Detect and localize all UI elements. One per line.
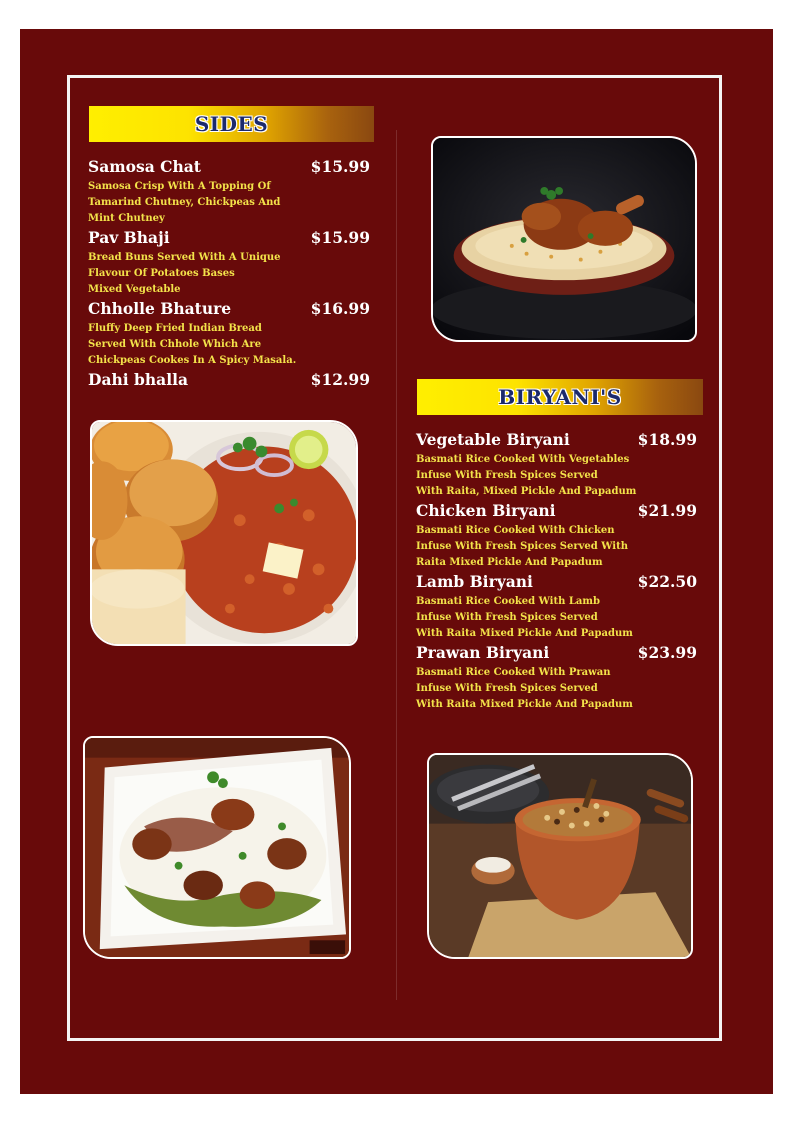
item-name: Vegetable Biryani [416, 430, 570, 449]
item-price: $15.99 [310, 157, 370, 176]
item-description-line: Flavour Of Potatoes Bases [88, 268, 235, 279]
item-price: $18.99 [637, 430, 697, 449]
biryanis-heading-banner [417, 379, 703, 415]
item-description-line: Basmati Rice Cooked With Prawan [416, 667, 611, 678]
item-description [416, 523, 628, 571]
pav-bhaji-photo [90, 420, 358, 646]
item-description-line: Mint Chutney [88, 213, 165, 224]
item-description-line: Infuse With Fresh Spices Served With [416, 541, 628, 552]
item-description-line: Tamarind Chutney, Chickpeas And [88, 197, 281, 208]
item-description-line: Samosa Crisp With A Topping Of [88, 181, 271, 192]
item-description-line: Served With Chhole Which Are [88, 339, 262, 350]
item-price: $22.50 [637, 572, 697, 591]
item-description-line: With Raita Mixed Pickle And Papadum [416, 628, 633, 639]
sides-menu [88, 157, 370, 392]
item-name: Lamb Biryani [416, 572, 533, 591]
item-name: Prawan Biryani [416, 643, 550, 662]
item-name: Pav Bhaji [88, 228, 170, 247]
item-description-line: Infuse With Fresh Spices Served [416, 470, 598, 481]
pot-biryani-photo [427, 753, 693, 959]
item-description-line: Bread Buns Served With A Unique [88, 252, 281, 263]
item-name: Samosa Chat [88, 157, 201, 176]
item-description [88, 179, 280, 227]
item-price: $12.99 [310, 370, 370, 389]
item-description-line: Mixed Vegetable [88, 284, 181, 295]
item-description-line: Basmati Rice Cooked With Chicken [416, 525, 615, 536]
sides-heading: SIDES [194, 112, 269, 136]
item-description-line: Infuse With Fresh Spices Served [416, 683, 598, 694]
item-name: Chholle Bhature [88, 299, 232, 318]
item-description-line: Infuse With Fresh Spices Served [416, 612, 598, 623]
item-description-line: With Raita, Mixed Pickle And Papadum [416, 486, 637, 497]
dahi-bhalla-photo [83, 736, 351, 959]
sides-heading-banner [89, 106, 374, 142]
item-description-line: Basmati Rice Cooked With Vegetables [416, 454, 630, 465]
item-price: $16.99 [310, 299, 370, 318]
item-name: Dahi bhalla [88, 370, 189, 389]
item-price: $15.99 [310, 228, 370, 247]
item-description [416, 594, 633, 642]
column-divider [396, 130, 397, 1000]
item-description-line: Basmati Rice Cooked With Lamb [416, 596, 600, 607]
item-name: Chicken Biryani [416, 501, 556, 520]
item-description-line: Chickpeas Cookes In A Spicy Masala. [88, 355, 297, 366]
item-description [416, 452, 636, 500]
item-description [88, 321, 296, 369]
item-description-line: Raita Mixed Pickle And Papadum [416, 557, 603, 568]
item-description [88, 250, 281, 298]
biryanis-heading: BIRYANI'S [498, 385, 622, 409]
item-description-line: Fluffy Deep Fried Indian Bread [88, 323, 262, 334]
item-description [416, 665, 633, 713]
biryanis-menu [416, 430, 697, 715]
chicken-biryani-photo [431, 136, 697, 342]
item-price: $23.99 [637, 643, 697, 662]
item-description-line: With Raita Mixed Pickle And Papadum [416, 699, 633, 710]
item-price: $21.99 [637, 501, 697, 520]
